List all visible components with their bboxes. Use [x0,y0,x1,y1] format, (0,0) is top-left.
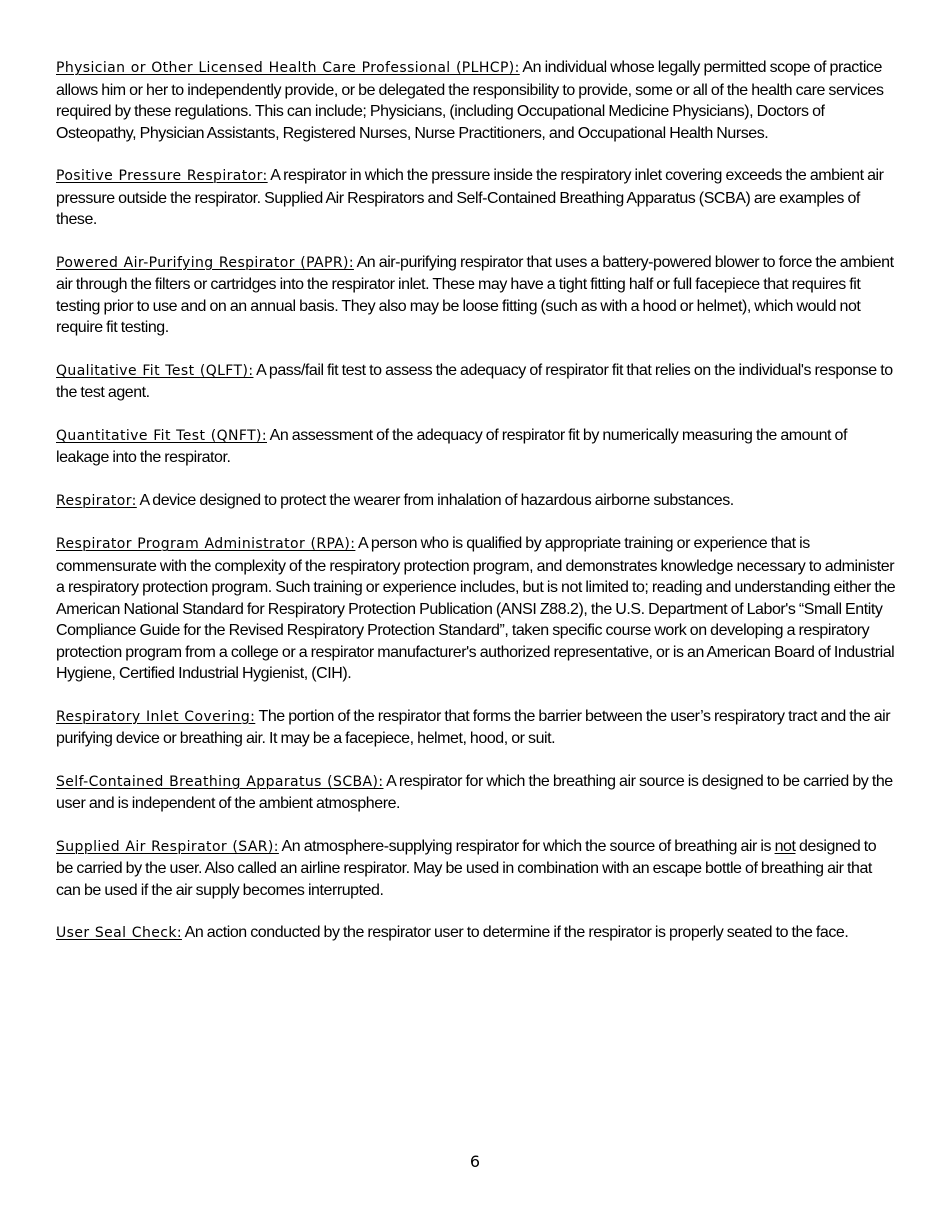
definitions-page [56,57,896,966]
page-number: 6 [469,1152,481,1171]
term-rpa: Respirator Program Administrator (RPA): [56,536,356,552]
definition-text-sar-emphasis: not [774,837,796,855]
definition-text-positive-pressure-respirator: A respirator in which the pressure inside the respiratory inlet covering exceeds the ambient air pressure outside the respirator. Supplied Air Respirators and Self-Contained Breathing Apparatus (SCBA) are examples of these. [56,167,884,228]
definition-text-qnft: An assessment of the adequacy of respirator fit by numerically measuring the amount of leakage into the respirator. [56,426,847,466]
definition-text-user-seal-check: An action conducted by the respirator user to determine if the respirator is properly seated to the face. [184,924,849,941]
definition-text-plhcp: An individual whose legally permitted scope of practice allows him or her to independently provide, or be delegated the responsibility to provide, some or all of the health care services required by these regulations. This can include; Physicians, (including Occupational Medicine Physicians), Doctors of Osteopathy, Physician Assistants, Registered Nurses, Nurse Practitioners, and Occupational Health Nurses. [56,59,884,142]
definition-qlft [56,360,896,404]
definition-text-rpa: A person who is qualified by appropriate training or experience that is commensurate with the complexity of the respiratory protection program, and demonstrates knowledge necessary to administer a respiratory protection program. Such training or experience includes, but is not limited to; reading and understanding either the American National Standard for Respiratory Protection Publication (ANSI Z88.2), the U.S. Department of Labor's “Small Entity Compliance Guide for the Revised Respiratory Protection Standard”, taken specific course work on developing a respiratory protection program from a college or a respirator manufacturer's authorized representative, or is an American Board of Industrial Hygiene, Certified Industrial Hygienist, (CIH). [56,535,896,682]
definition-text-papr: An air-purifying respirator that uses a battery-powered blower to force the ambient air through the filters or cartridges into the respirator inlet. These may have a tight fitting half or full facepiece that requires fit testing prior to use and on an annual basis. They also may be loose fitting (such as with a hood or helmet), which would not require fit testing. [56,253,894,336]
term-qnft: Quantitative Fit Test (QNFT): [56,427,267,444]
term-user-seal-check: User Seal Check: [56,925,182,941]
definition-rpa [56,533,896,685]
definition-text-respiratory-inlet-covering: The portion of the respirator that forms the barrier between the user’s respiratory tract and the air purifying device or breathing air. It may be a facepiece, helmet, hood, or suit. [56,707,891,747]
definition-text-sar-after: designed to be carried by the user. Also called an airline respirator. May be used in combination with an escape bottle of breathing air that can be used if the air supply becomes interrupted. [56,837,877,899]
definition-text-sar-before: An atmosphere-supplying respirator for which the source of breathing air is [281,837,772,855]
definition-text-scba: A respirator for which the breathing air source is designed to be carried by the user and is independent of the ambient atmosphere. [56,772,893,812]
definition-text-respirator: A device designed to protect the wearer from inhalation of hazardous airborne substances. [139,491,734,509]
term-respiratory-inlet-covering: Respiratory Inlet Covering: [56,708,256,725]
definition-user-seal-check [56,922,896,945]
definition-scba [56,771,896,815]
term-positive-pressure-respirator: Positive Pressure Respirator: [56,168,268,184]
definition-text-qlft: A pass/fail fit test to assess the adequacy of respirator fit that relies on the individual's response to the test agent. [56,361,893,401]
term-papr: Powered Air-Purifying Respirator (PAPR): [56,254,354,271]
definition-respirator [56,490,896,513]
definition-sar [56,836,896,902]
definition-respiratory-inlet-covering [56,706,896,750]
term-scba: Self-Contained Breathing Apparatus (SCBA): [56,773,384,790]
definition-papr [56,252,896,339]
definition-positive-pressure-respirator [56,165,896,231]
term-plhcp: Physician or Other Licensed Health Care Professional (PLHCP): [56,60,520,76]
definition-plhcp [56,57,896,144]
definition-qnft [56,425,896,469]
term-sar: Supplied Air Respirator (SAR): [56,838,279,855]
term-respirator: Respirator: [56,492,137,509]
term-qlft: Qualitative Fit Test (QLFT): [56,362,254,379]
